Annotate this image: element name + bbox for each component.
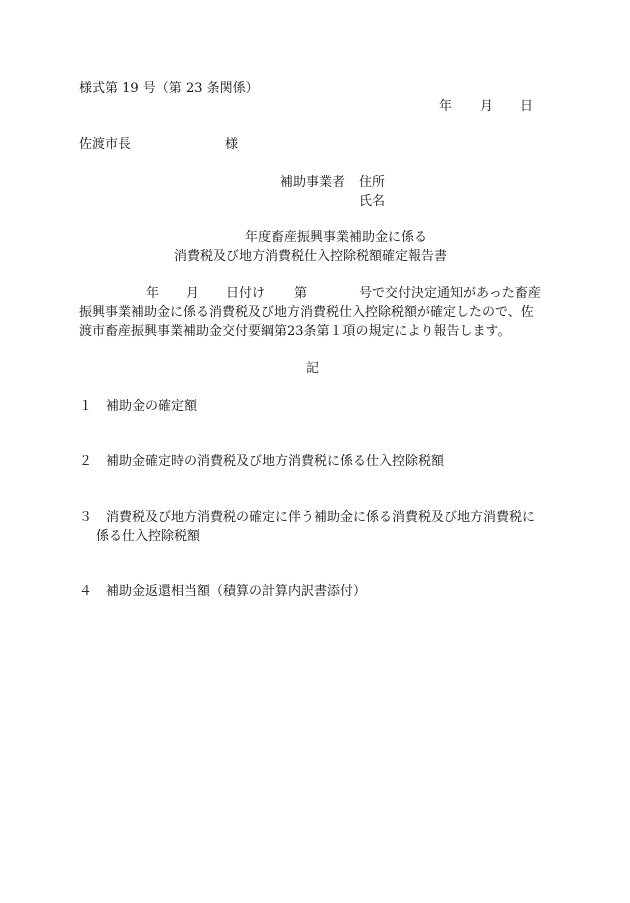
applicant-label: 補助事業者 (280, 175, 346, 190)
body-line3: 渡市畜産振興事業補助金交付要綱第23条第１項の規定により報告します。 (79, 324, 511, 339)
form-number: 様式第 19 号（第 23 条関係） (79, 81, 259, 96)
date-line (0, 99, 630, 115)
applicant-address-label: 住所 (359, 175, 386, 190)
date-month-label: 月 (480, 99, 494, 114)
body-line1-rest: 号で交付決定通知があった畜産 (359, 286, 541, 301)
item-4-number: ４ (79, 584, 93, 599)
item-4-text: 補助金返還相当額（積算の計算内訳書添付） (106, 584, 367, 599)
body-line2: 振興事業補助金に係る消費税及び地方消費税仕入控除税額が確定したので、佐 (79, 305, 534, 320)
applicant-name-label: 氏名 (359, 194, 386, 209)
body-day-label: 日付け (226, 286, 266, 301)
body-number-prefix: 第 (294, 286, 308, 301)
ki-heading: 記 (306, 361, 320, 376)
item-3-continuation: 係る仕入控除税額 (96, 529, 201, 544)
item-1-number: １ (79, 399, 93, 414)
item-2-text: 補助金確定時の消費税及び地方消費税に係る仕入控除税額 (106, 454, 445, 469)
body-line1 (0, 286, 630, 302)
item-3-text: 消費税及び地方消費税の確定に伴う補助金に係る消費税及び地方消費税に (106, 510, 536, 525)
date-day-label: 日 (520, 99, 534, 114)
date-year-label: 年 (439, 99, 453, 114)
addressee-honorific: 様 (225, 137, 239, 152)
item-3-number: ３ (79, 510, 93, 525)
item-1-text: 補助金の確定額 (106, 399, 198, 414)
body-month-label: 月 (186, 286, 200, 301)
document-title-line1: 年度畜産振興事業補助金に係る (245, 230, 428, 245)
item-2-number: ２ (79, 454, 93, 469)
addressee-title: 佐渡市長 (79, 137, 132, 152)
document-title-line2: 消費税及び地方消費税仕入控除税額確定報告書 (174, 249, 448, 264)
body-year-label: 年 (146, 286, 160, 301)
